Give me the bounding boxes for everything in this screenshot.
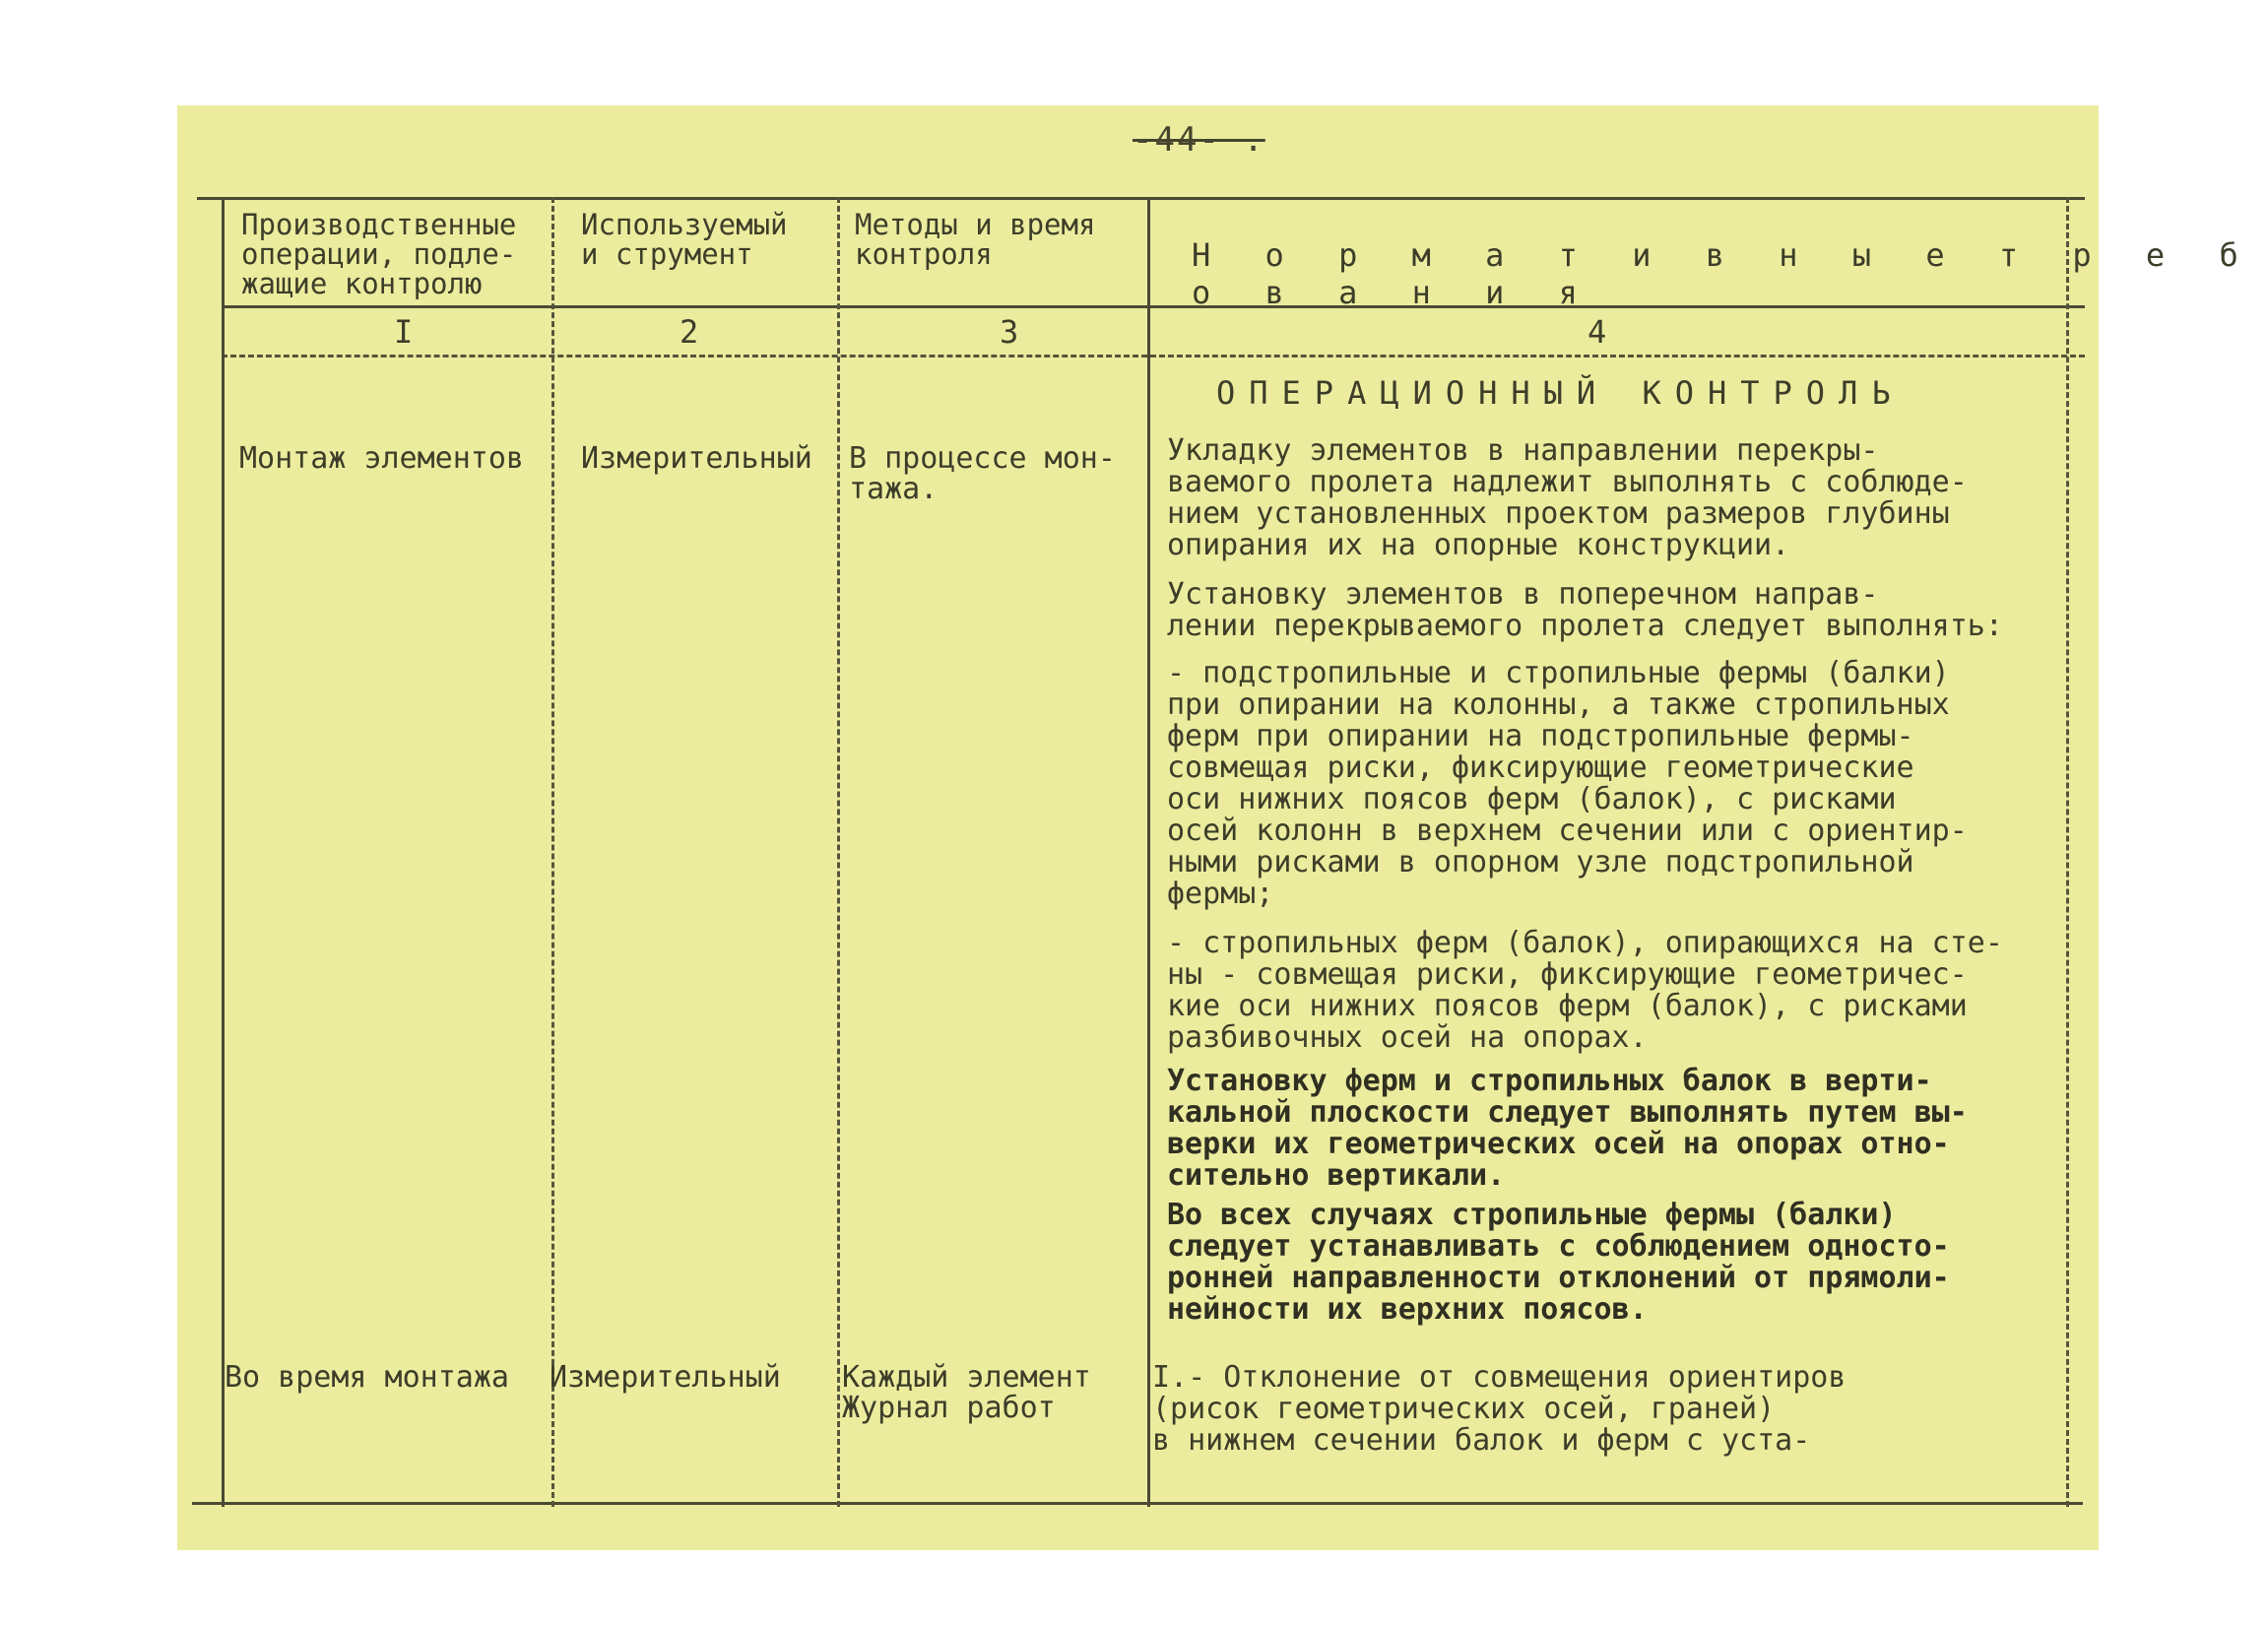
column-number-rule [222, 355, 2085, 358]
col-divider-1 [551, 197, 554, 1507]
column-number-2: 2 [680, 313, 699, 351]
norm-paragraph-6: Во всех случаях стропильные фермы (балки) следует устанавливать с соблюдением односто- ронней направленности отклонений от прямоли- нейности их верхних поясов. [1167, 1198, 1950, 1327]
row1-operation: Монтаж элементов [239, 441, 524, 476]
row1-instrument: Измерительный [581, 441, 812, 476]
norm-paragraph-5: Установку ферм и стропильных балок в верти- кальной плоскости следует выполнять путем вы- верки их геометрических осей на опорах отно- сительно вертикали. [1167, 1064, 1968, 1193]
left-border [222, 197, 225, 1507]
row1-method: В процессе мон- тажа. [849, 441, 1116, 506]
col-divider-3 [1147, 197, 1150, 1507]
norm-paragraph-3: - подстропильные и стропильные фермы (балки) при опирании на колонны, а также стропильных ферм при опирании на подстропильные фермы- совмещая риски, фиксирующие геометрические оси нижних поясов ферм (балок), с рисками осей колонн в верхнем сечении или с ориентир- ными рисками в опорном узле подстропильной фермы; [1167, 656, 1968, 911]
header-instrument: Используемый и струмент [581, 208, 788, 271]
page-number: -44- . [1133, 120, 1265, 160]
norm-paragraph-1: Укладку элементов в направлении перекры- ваемого пролета надлежит выполнять с соблюде- нием установленных проектом размеров глубины опирания их на опорные конструкции. [1167, 433, 1968, 562]
header-norms: Н о р м а т и в н ы е т р е б о в а н и я [1192, 236, 2256, 311]
row2-method: Каждый элемент Журнал работ [842, 1360, 1091, 1425]
header-methods: Методы и время контроля [855, 208, 1096, 271]
norm-paragraph-4: - стропильных ферм (балок), опирающихся на сте- ны - совмещая риски, фиксирующие геометричес- кие оси нижних поясов ферм (балок), с рисками разбивочных осей на опорах. [1167, 926, 2003, 1055]
right-border [2066, 197, 2069, 1507]
table-top-rule [197, 197, 2085, 200]
row2-instrument: Измерительный [550, 1360, 781, 1395]
norm-paragraph-2: Установку элементов в поперечном направ- лении перекрываемого пролета следует выполнять: [1167, 577, 2003, 643]
column-number-1: I [394, 313, 414, 351]
col-divider-2 [837, 197, 840, 1507]
table-bottom-rule [192, 1502, 2083, 1505]
column-number-3: 3 [1000, 313, 1019, 351]
header-operations: Производственные операции, подле- жащие контролю [241, 208, 517, 300]
row2-operation: Во время монтажа [225, 1360, 509, 1395]
column-number-4: 4 [1588, 313, 1607, 351]
section-title: ОПЕРАЦИОННЫЙ КОНТРОЛЬ [1216, 374, 1905, 412]
norm-paragraph-7: I.- Отклонение от совмещения ориентиров (рисок геометрических осей, граней) в нижнем сечении балок и ферм с уста- [1152, 1360, 1847, 1458]
